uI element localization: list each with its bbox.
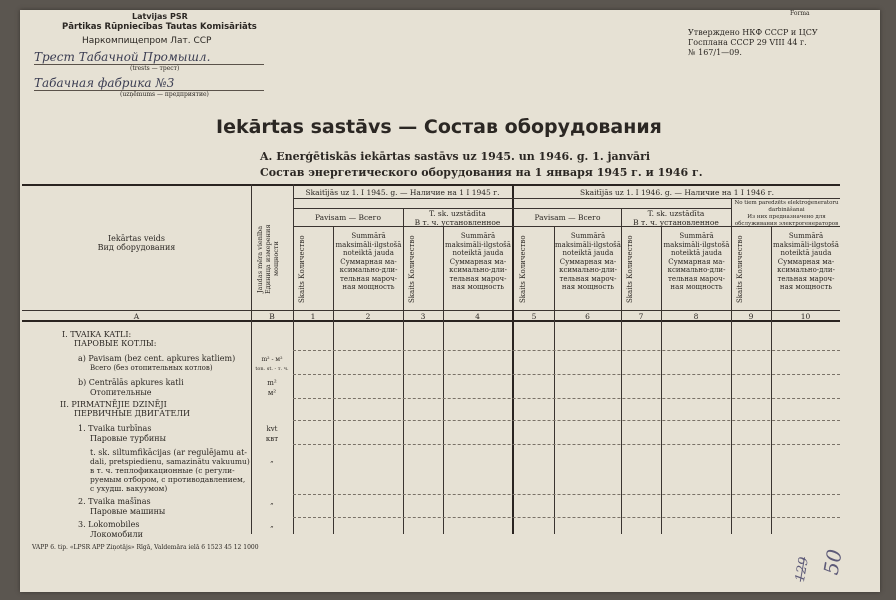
factory-handwritten: Табачная фабрика №3 [34,76,175,90]
col-line-b [293,184,294,534]
row-label-steam-engines-ru: Паровые машины [90,507,166,516]
header-installed-1945: T. sk. uzstādīta В т. ч. установленное [414,209,501,227]
unit-total-tons: ton. st. - т. ч. [255,366,289,372]
row-guide [293,350,840,351]
column-number-top-rule [22,310,840,311]
approval-line1: Утверждено НКФ СССР и ЦСУ [688,28,818,37]
row-guide [293,374,840,375]
header-count-5: Skaits Количество [519,235,527,303]
title-russian: Состав оборудования [423,116,662,138]
org-line2: Pārtikas Rūpniecības Tautas Komisāriāts [62,22,257,32]
header-count-1: Skaits Количество [298,235,306,303]
unit-heatfic-ditto: „ [270,456,274,464]
approval-line2: Госплана СССР 29 VIII 44 г. [688,38,807,47]
row-label-turbines-ru: Паровые турбины [90,434,166,443]
colnum-9: 9 [748,312,754,321]
header-capacity-4: Summārā maksimāli-ilgstošā noteiktā jauda Суммарная ма-ксимально-дли-тельная мароч-ная мощность [445,232,511,291]
unit-heating-m2-ru: м² [267,389,277,397]
row-guide [293,398,840,399]
header-unit: Jaudas mēra vienība Единица измерения мощности [256,224,280,294]
unit-heating-m2: m² [267,379,277,387]
colnum-8: 8 [693,312,699,321]
row-label-locomobiles-ru: Локомобили [90,530,143,539]
unit-total-m2: m² - м² [261,356,283,363]
col-line-6 [621,208,622,534]
subtitle-russian: Состав энергетического оборудования на 1 января 1945 г. и 1946 г. [260,166,703,179]
handwritten-page-number: 50 [818,547,847,577]
header-capacity-8: Summārā maksimāli-ilgstošā noteiktā jauda Суммарная ма-ксимально-дли-тельная мароч-ная мощность [663,232,730,291]
document-sheet [20,10,880,592]
header-period-1946: Skaitījās uz 1. I 1946. g. — Наличие на 1 I 1946 г. [579,188,775,197]
page-title [216,116,662,138]
row-guide [293,494,840,495]
table-top-rule [22,184,840,186]
colnum-a: A [133,312,140,321]
colnum-4: 4 [475,312,480,321]
trust-handwritten: Трест Табачной Промышл. [34,50,211,64]
unit-turbines-kvt: kvt [266,425,278,433]
row-guide [293,444,840,445]
row-label-boilers-ru: ПАРОВЫЕ КОТЛЫ: [74,339,157,348]
colnum-10: 10 [800,312,811,321]
unit-locomobile-ditto: „ [270,521,274,529]
col-line-4 [512,184,514,534]
colnum-6: 6 [585,312,590,321]
row-label-heatfic-1: t. sk. siltumfikācijas (ar regulējamu at- [90,448,248,457]
row-label-heatfic-3: в т. ч. теплофикационные (с регули- [90,466,235,475]
printer-imprint: VAPP 6. tip. «LPSR APP Ziņotājs» Rīgā, Valdemāra ielā 6 1523 45 12 1000 [32,544,259,551]
colnum-7: 7 [638,312,644,321]
row-label-boilers-lv: I. TVAIKA KATLI: [62,330,132,339]
header-total-1946: Pavisam — Всего [534,213,601,222]
row-label-total-ru: Всего (без отопительных котлов) [90,364,213,372]
header-equipment-type: Iekārtas veids Вид оборудования [97,234,176,252]
col-line-2 [403,208,404,534]
org-line1: Latvijas PSR [132,12,188,21]
row-label-heatfic-2: dali, pretspiedienu, samazinātu vakuumu) [90,457,250,466]
row-label-heatfic-5: с ухудш. вакуумом) [90,484,168,493]
row-guide [293,420,840,421]
header-reserve: No tiem paredzēts elektroģeneratoru darbināšanai Из них предназначено для обслуживания электрогенераторов [734,200,839,227]
factory-caption: (uzņēmums — предприятие) [120,91,209,98]
row-guide [293,517,840,518]
title-latvian: Iekārtas sastāvs [216,116,392,138]
row-label-steam-engines-lv: 2. Tvaika mašīnas [78,497,151,506]
header-period-1945: Skaitījās uz 1. I 1945. g. — Наличие на 1 I 1945 г. [305,188,500,197]
period-rule [293,198,840,199]
row-label-heating-ru: Отопительные [90,388,152,397]
handwritten-old-number: 129 [792,555,812,584]
form-label: Forma [790,10,810,17]
row-label-engines-lv: II. PIRMATNĒJIE DZINĒJI [60,400,167,409]
colnum-3: 3 [420,312,426,321]
trust-caption: (trests — трест) [130,65,180,72]
row-label-turbines-lv: 1. Tvaika turbīnas [78,424,152,433]
header-count-9: Skaits Количество [736,235,744,303]
col-line-8 [731,198,732,534]
unit-steam-ditto: „ [270,498,274,506]
row-label-engines-ru: ПЕРВИЧНЫЕ ДВИГАТЕЛИ [74,409,191,418]
colnum-2: 2 [365,312,371,321]
colnum-5: 5 [531,312,537,321]
approval-line3: № 167/1—09. [688,48,742,57]
header-count-3: Skaits Количество [408,235,416,303]
unit-turbines-kvt-ru: квт [265,435,279,443]
title-dash: — [398,116,418,138]
row-label-heating-lv: b) Centrālās apkures katli [78,378,184,387]
org-line3: Наркомпищепром Лат. ССР [82,36,212,46]
header-total-1945: Pavisam — Всего [314,213,382,222]
colnum-b: B [269,312,275,321]
header-installed-1946: T. sk. uzstādīta В т. ч. установленное [633,209,719,227]
row-label-total-lv: a) Pavisam (bez cent. apkures katliem) [78,354,236,363]
row-label-locomobiles-lv: 3. Lokomobiles [78,520,140,529]
colnum-1: 1 [310,312,316,321]
subtitle-latvian: A. Enerģētiskās iekārtas sastāvs uz 1945. un 1946. g. 1. janvāri [260,150,651,163]
header-capacity-10: Summārā maksimāli-ilgstošā noteiktā jauda Суммарная ма-ксимально-дли-тельная мароч-ная мощность [773,232,839,291]
header-capacity-2: Summārā maksimāli-ilgstošā noteiktā jauda Суммарная ма-ксимально-дли-тельная мароч-ная мощность [335,232,402,291]
row-label-heatfic-4: руемым отбором, с противодавлением, [90,475,246,484]
header-capacity-6: Summārā maksimāli-ilgstošā noteiktā jauda Суммарная ма-ксимально-дли-тельная мароч-ная мощность [555,232,621,291]
header-count-7: Skaits Количество [626,235,634,303]
